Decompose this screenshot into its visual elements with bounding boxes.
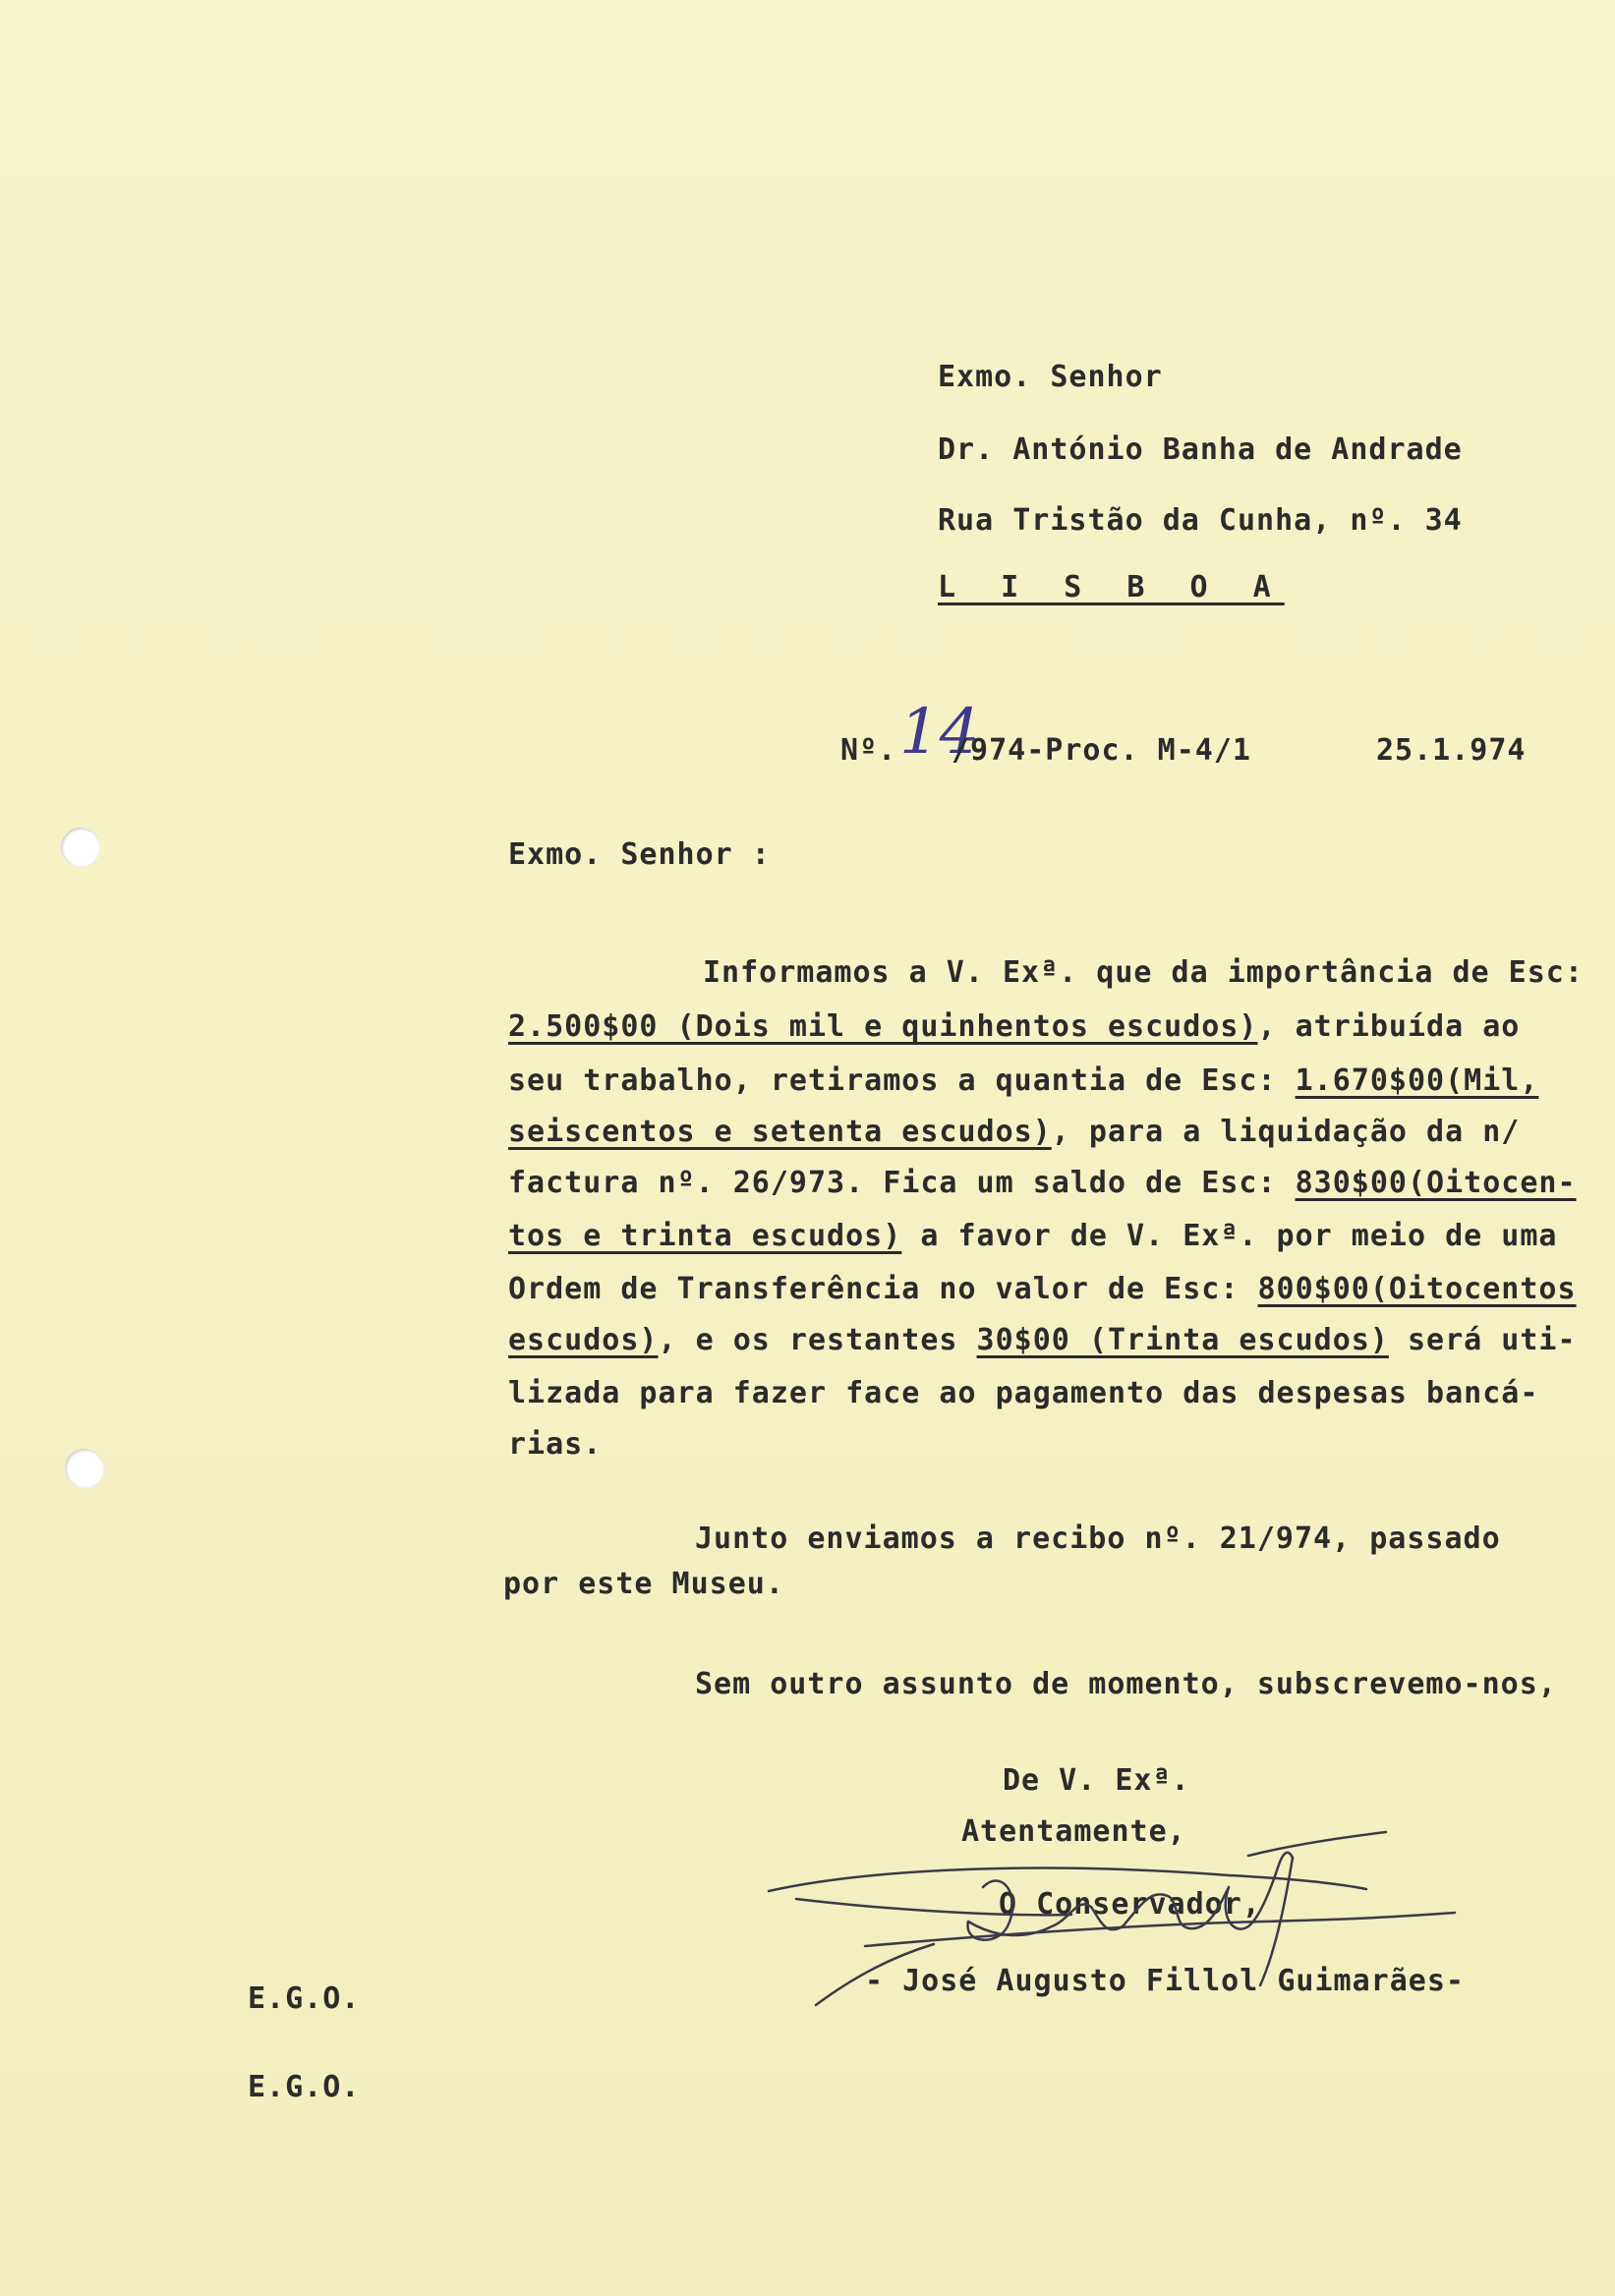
body-line-2: 2.500$00 (Dois mil e quinhentos escudos), atribuída ao	[508, 1009, 1521, 1044]
address-salutation: Exmo. Senhor	[938, 360, 1163, 394]
amount-total: 2.500$00 (Dois mil e quinhentos escudos)	[508, 1009, 1258, 1044]
closing-signatory: - José Augusto Fillol Guimarães-	[865, 1964, 1465, 1998]
closing-role: O Conservador,	[999, 1887, 1261, 1922]
body-line-3: seu trabalho, retiramos a quantia de Esc: 1.670$00(Mil,	[508, 1063, 1539, 1098]
address-city: L I S B O A	[938, 570, 1285, 604]
body-line-10: rias.	[508, 1427, 603, 1462]
body-p2-line-1: Junto enviamos a recibo nº. 21/974, passado	[695, 1521, 1501, 1556]
amount-withdrawn: 1.670$00(Mil,	[1295, 1063, 1539, 1098]
closing-line-1: De V. Exª.	[1003, 1763, 1190, 1798]
reference-prefix: Nº.	[840, 733, 897, 768]
body-p2-line-2: por este Museu.	[503, 1567, 784, 1601]
body-line-5: factura nº. 26/973. Fica um saldo de Esc: 830$00(Oitocen-	[508, 1166, 1577, 1200]
body-line-9: lizada para fazer face ao pagamento das despesas bancá-	[508, 1376, 1539, 1410]
greeting: Exmo. Senhor :	[508, 837, 771, 872]
address-street: Rua Tristão da Cunha, nº. 34	[938, 503, 1463, 538]
reference-suffix: /974-Proc. M-4/1	[952, 733, 1251, 768]
body-p3: Sem outro assunto de momento, subscrevemo-nos,	[695, 1667, 1557, 1701]
punch-hole-top	[61, 828, 100, 867]
body-line-6: tos e trinta escudos) a favor de V. Exª. por meio de uma	[508, 1219, 1558, 1253]
amount-balance: 830$00(Oitocen-	[1295, 1166, 1577, 1200]
amount-transfer: 800$00(Oitocentos	[1257, 1272, 1577, 1306]
closing-line-2: Atentamente,	[961, 1814, 1186, 1849]
body-line-7: Ordem de Transferência no valor de Esc: 800$00(Oitocentos	[508, 1272, 1577, 1306]
initials-1: E.G.O.	[248, 1981, 361, 2016]
reference-date: 25.1.974	[1376, 733, 1527, 768]
reference-handwritten-number: 14	[899, 696, 980, 769]
initials-2: E.G.O.	[248, 2070, 361, 2104]
reference-line	[840, 733, 896, 769]
body-line-1: Informamos a V. Exª. que da importância de Esc:	[703, 955, 1584, 990]
punch-hole-bottom	[65, 1449, 104, 1488]
body-line-8: escudos), e os restantes 30$00 (Trinta escudos) será uti-	[508, 1323, 1577, 1357]
signature-scribble	[757, 1828, 1465, 2103]
amount-remaining: 30$00 (Trinta escudos)	[976, 1323, 1389, 1357]
address-name: Dr. António Banha de Andrade	[938, 432, 1463, 467]
body-line-4: seiscentos e setenta escudos), para a liquidação da n/	[508, 1115, 1521, 1149]
